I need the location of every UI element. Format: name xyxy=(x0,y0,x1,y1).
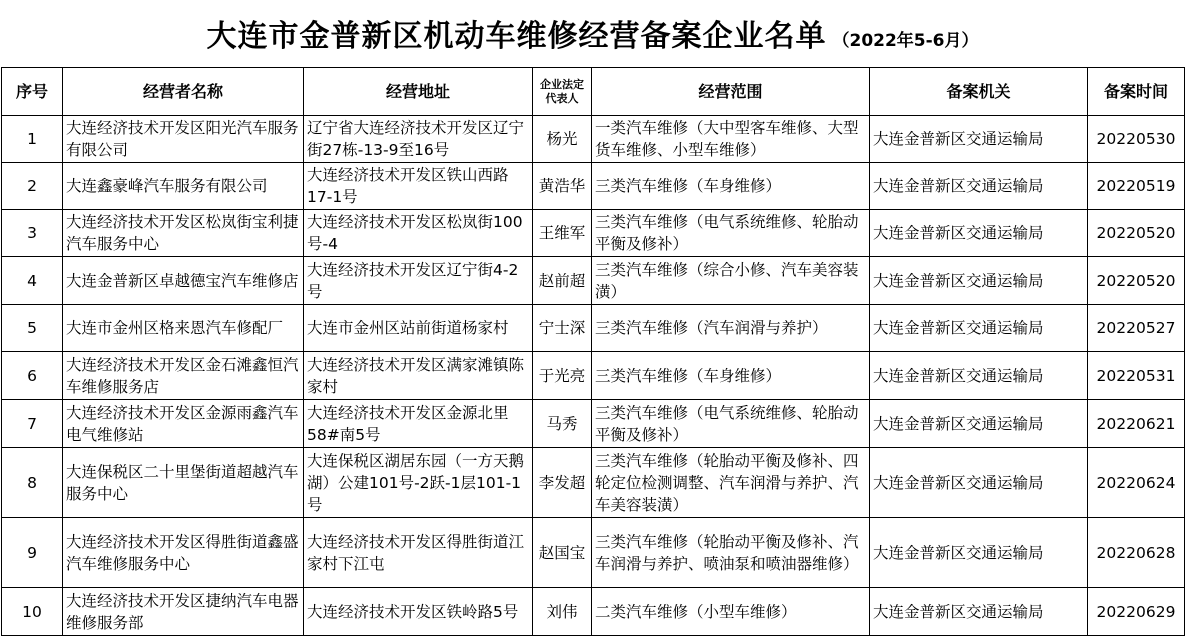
cell-operator-name: 大连经济技术开发区松岚街宝利捷汽车服务中心 xyxy=(63,210,304,257)
cell-agency: 大连金普新区交通运输局 xyxy=(870,257,1088,305)
header-seq: 序号 xyxy=(2,68,63,116)
cell-address: 大连经济技术开发区松岚街100号-4 xyxy=(304,210,533,257)
cell-agency: 大连金普新区交通运输局 xyxy=(870,116,1088,163)
cell-scope: 三类汽车维修（电气系统维修、轮胎动平衡及修补） xyxy=(592,400,870,448)
cell-legal-rep: 黄浩华 xyxy=(533,163,592,210)
cell-seq: 7 xyxy=(2,400,63,448)
header-agency: 备案机关 xyxy=(870,68,1088,116)
table-row xyxy=(2,210,1185,257)
cell-address: 辽宁省大连经济技术开发区辽宁街27栋-13-9至16号 xyxy=(304,116,533,163)
cell-address: 大连经济技术开发区铁山西路17-1号 xyxy=(304,163,533,210)
cell-seq: 10 xyxy=(2,588,63,636)
cell-agency: 大连金普新区交通运输局 xyxy=(870,518,1088,588)
cell-date: 20220621 xyxy=(1088,400,1185,448)
cell-agency: 大连金普新区交通运输局 xyxy=(870,305,1088,352)
cell-date: 20220520 xyxy=(1088,210,1185,257)
table-row xyxy=(2,163,1185,210)
cell-date: 20220624 xyxy=(1088,448,1185,518)
cell-date: 20220629 xyxy=(1088,588,1185,636)
cell-address: 大连经济技术开发区铁岭路5号 xyxy=(304,588,533,636)
cell-operator-name: 大连经济技术开发区捷纳汽车电器维修服务部 xyxy=(63,588,304,636)
cell-scope: 三类汽车维修（电气系统维修、轮胎动平衡及修补） xyxy=(592,210,870,257)
cell-date: 20220527 xyxy=(1088,305,1185,352)
cell-operator-name: 大连经济技术开发区得胜街道鑫盛汽车维修服务中心 xyxy=(63,518,304,588)
table-row xyxy=(2,116,1185,163)
cell-seq: 3 xyxy=(2,210,63,257)
title-main: 大连市金普新区机动车维修经营备案企业名单 xyxy=(206,19,827,54)
cell-date: 20220520 xyxy=(1088,257,1185,305)
cell-agency: 大连金普新区交通运输局 xyxy=(870,448,1088,518)
table-row xyxy=(2,257,1185,305)
table-row xyxy=(2,305,1185,352)
cell-legal-rep: 于光亮 xyxy=(533,352,592,400)
cell-legal-rep: 刘伟 xyxy=(533,588,592,636)
header-row xyxy=(2,68,1185,116)
cell-agency: 大连金普新区交通运输局 xyxy=(870,210,1088,257)
header-date: 备案时间 xyxy=(1088,68,1185,116)
table-row xyxy=(2,352,1185,400)
cell-scope: 三类汽车维修（汽车润滑与养护） xyxy=(592,305,870,352)
cell-legal-rep: 杨光 xyxy=(533,116,592,163)
cell-address: 大连市金州区站前街道杨家村 xyxy=(304,305,533,352)
cell-seq: 9 xyxy=(2,518,63,588)
cell-scope: 二类汽车维修（小型车维修） xyxy=(592,588,870,636)
cell-scope: 三类汽车维修（车身维修） xyxy=(592,352,870,400)
cell-operator-name: 大连保税区二十里堡街道超越汽车服务中心 xyxy=(63,448,304,518)
header-scope: 经营范围 xyxy=(592,68,870,116)
cell-legal-rep: 马秀 xyxy=(533,400,592,448)
cell-operator-name: 大连经济技术开发区阳光汽车服务有限公司 xyxy=(63,116,304,163)
cell-seq: 5 xyxy=(2,305,63,352)
cell-agency: 大连金普新区交通运输局 xyxy=(870,163,1088,210)
cell-operator-name: 大连金普新区卓越德宝汽车维修店 xyxy=(63,257,304,305)
cell-agency: 大连金普新区交通运输局 xyxy=(870,588,1088,636)
cell-agency: 大连金普新区交通运输局 xyxy=(870,400,1088,448)
cell-operator-name: 大连经济技术开发区金源雨鑫汽车电气维修站 xyxy=(63,400,304,448)
cell-operator-name: 大连鑫豪峰汽车服务有限公司 xyxy=(63,163,304,210)
title-date-range: （2022年5-6月） xyxy=(832,30,979,51)
table-row xyxy=(2,400,1185,448)
cell-legal-rep: 赵国宝 xyxy=(533,518,592,588)
table-row xyxy=(2,518,1185,588)
cell-address: 大连保税区湖居东园（一方天鹅湖）公建101号-2跃-1层101-1号 xyxy=(304,448,533,518)
header-legal-rep: 企业法定 代表人 xyxy=(533,68,592,116)
cell-legal-rep: 王维军 xyxy=(533,210,592,257)
cell-seq: 2 xyxy=(2,163,63,210)
registration-table xyxy=(1,67,1185,636)
cell-date: 20220628 xyxy=(1088,518,1185,588)
cell-address: 大连经济技术开发区辽宁街4-2号 xyxy=(304,257,533,305)
table-row xyxy=(2,588,1185,636)
cell-address: 大连经济技术开发区满家滩镇陈家村 xyxy=(304,352,533,400)
cell-legal-rep: 宁士深 xyxy=(533,305,592,352)
cell-address: 大连经济技术开发区金源北里58#南5号 xyxy=(304,400,533,448)
cell-scope: 三类汽车维修（车身维修） xyxy=(592,163,870,210)
cell-legal-rep: 赵前超 xyxy=(533,257,592,305)
cell-address: 大连经济技术开发区得胜街道江家村下江屯 xyxy=(304,518,533,588)
cell-seq: 6 xyxy=(2,352,63,400)
cell-operator-name: 大连市金州区格来恩汽车修配厂 xyxy=(63,305,304,352)
cell-agency: 大连金普新区交通运输局 xyxy=(870,352,1088,400)
cell-date: 20220530 xyxy=(1088,116,1185,163)
cell-scope: 三类汽车维修（轮胎动平衡及修补、四轮定位检测调整、汽车润滑与养护、汽车美容装潢） xyxy=(592,448,870,518)
cell-scope: 三类汽车维修（综合小修、汽车美容装潢） xyxy=(592,257,870,305)
cell-legal-rep: 李发超 xyxy=(533,448,592,518)
table-row xyxy=(2,448,1185,518)
header-name: 经营者名称 xyxy=(63,68,304,116)
cell-date: 20220519 xyxy=(1088,163,1185,210)
cell-operator-name: 大连经济技术开发区金石滩鑫恒汽车维修服务店 xyxy=(63,352,304,400)
cell-scope: 三类汽车维修（轮胎动平衡及修补、汽车润滑与养护、喷油泵和喷油器维修） xyxy=(592,518,870,588)
cell-seq: 8 xyxy=(2,448,63,518)
cell-seq: 4 xyxy=(2,257,63,305)
header-address: 经营地址 xyxy=(304,68,533,116)
document-title xyxy=(0,0,1185,66)
cell-scope: 一类汽车维修（大中型客车维修、大型货车维修、小型车维修） xyxy=(592,116,870,163)
cell-seq: 1 xyxy=(2,116,63,163)
cell-date: 20220531 xyxy=(1088,352,1185,400)
